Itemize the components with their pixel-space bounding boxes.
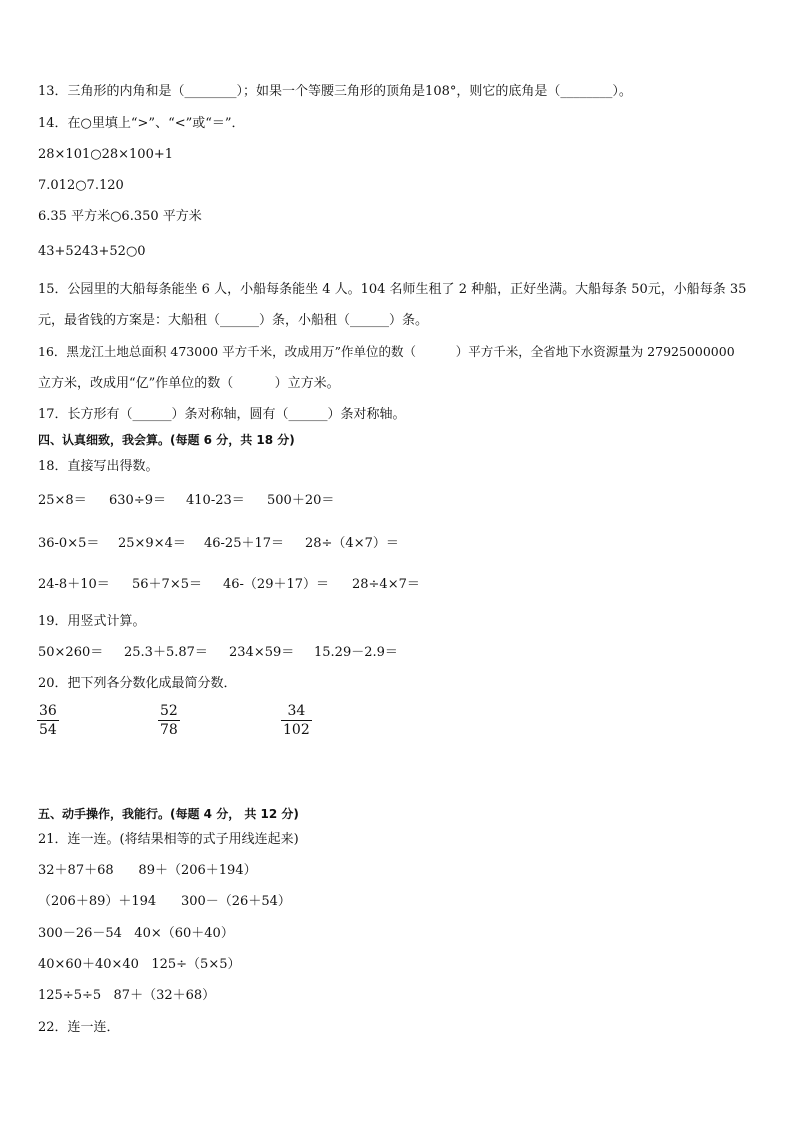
fraction-numerator: 52 bbox=[160, 703, 178, 719]
calc-item: 234×59＝ bbox=[229, 645, 295, 660]
question-13: 13．三角形的内角和是（________）；如果一个等腰三角形的顶角是108°，则它的底角是（________）。 bbox=[38, 84, 632, 99]
fraction-denominator: 102 bbox=[283, 722, 310, 738]
question-18-title: 18．直接写出得数。 bbox=[38, 459, 159, 474]
question-16-line2: 立方米，改成用“亿”作单位的数（ ）立方米。 bbox=[38, 376, 340, 391]
fraction bbox=[37, 702, 59, 739]
question-14-item: 7.012○7.120 bbox=[38, 178, 124, 193]
section-5-heading: 五、动手操作，我能行。(每题 4 分， 共 12 分) bbox=[38, 807, 299, 821]
question-17: 17．长方形有（______）条对称轴，圆有（______）条对称轴。 bbox=[38, 407, 406, 422]
calc-item: 25.3＋5.87＝ bbox=[124, 645, 208, 660]
fraction-numerator: 34 bbox=[287, 703, 306, 719]
calc-item: 24-8＋10＝ bbox=[38, 577, 110, 592]
question-21-title: 21．连一连。(将结果相等的式子用线连起来) bbox=[38, 832, 299, 847]
question-19-title: 19．用竖式计算。 bbox=[38, 614, 146, 629]
question-21-row: 300－26－54 40×（60＋40） bbox=[38, 926, 234, 941]
calc-item: 25×9×4＝ bbox=[118, 536, 186, 551]
question-14-item: 28×101○28×100+1 bbox=[38, 147, 174, 162]
question-14-item: 6.35 平方米○6.350 平方米 bbox=[38, 209, 202, 224]
calc-item: 46-25＋17＝ bbox=[204, 536, 285, 551]
fraction bbox=[158, 702, 180, 739]
question-14-title: 14．在○里填上“>”、“<”或“＝”． bbox=[38, 116, 245, 131]
question-16-line1: 16．黑龙江土地总面积 473000 平方千米，改成用万”作单位的数（ ）平方千米，全省地下水资源量为 27925000000 bbox=[38, 344, 735, 359]
calc-item: 500＋20＝ bbox=[267, 493, 335, 508]
calc-item: 50×260＝ bbox=[38, 645, 104, 660]
calc-item: 28÷4×7＝ bbox=[352, 577, 420, 592]
question-21-row: 125÷5÷5 87＋（32＋68） bbox=[38, 988, 216, 1003]
calc-item: 28÷（4×7）＝ bbox=[305, 536, 399, 551]
calc-item: 56＋7×5＝ bbox=[132, 577, 202, 592]
fraction-denominator: 54 bbox=[39, 722, 57, 738]
question-22: 22．连一连． bbox=[38, 1020, 120, 1035]
calc-item: 25×8＝ bbox=[38, 493, 87, 508]
question-21-row: 40×60＋40×40 125÷（5×5） bbox=[38, 957, 241, 972]
question-21-row: 32＋87＋68 89＋（206＋194） bbox=[38, 863, 257, 878]
question-15-line2: 元，最省钱的方案是：大船租（______）条，小船租（______）条。 bbox=[38, 313, 429, 328]
fraction-denominator: 78 bbox=[160, 722, 178, 738]
calc-item: 410-23＝ bbox=[186, 493, 245, 508]
calc-item: 630÷9＝ bbox=[109, 493, 166, 508]
section-4-heading: 四、认真细致，我会算。(每题 6 分，共 18 分) bbox=[38, 433, 295, 447]
calc-item: 36-0×5＝ bbox=[38, 536, 100, 551]
calc-item: 46-（29＋17）＝ bbox=[223, 577, 330, 592]
question-15-line1: 15．公园里的大船每条能坐 6 人，小船每条能坐 4 人。104 名师生租了 2 种船，正好坐满。大船每条 50元，小船每条 35 bbox=[38, 282, 747, 297]
fraction-numerator: 36 bbox=[39, 703, 57, 719]
question-21-row: （206＋89）＋194 300－（26＋54） bbox=[38, 894, 291, 909]
question-14-item: 43+5243+52○0 bbox=[38, 244, 146, 259]
fraction bbox=[281, 702, 312, 739]
calc-item: 15.29－2.9＝ bbox=[314, 645, 398, 660]
question-20-title: 20．把下列各分数化成最简分数． bbox=[38, 676, 237, 691]
